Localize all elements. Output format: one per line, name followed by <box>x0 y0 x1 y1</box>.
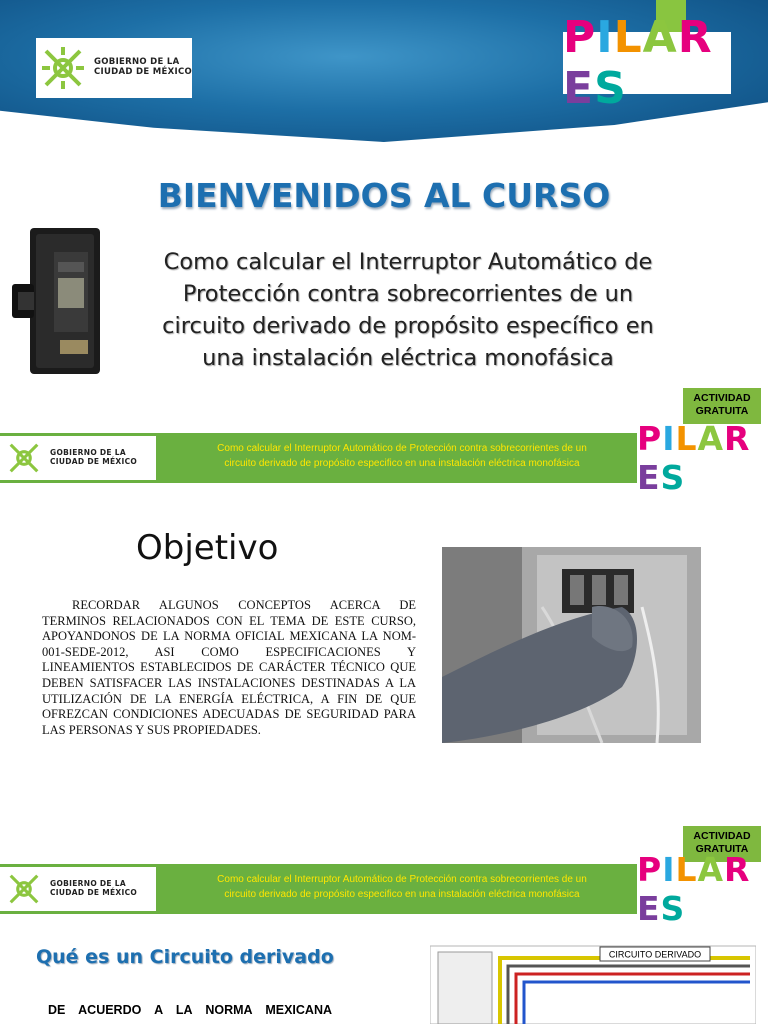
strip-title-line2: circuito derivado de propósito especifico en una instalación eléctrica monofásica <box>224 458 580 469</box>
pilares-wordmark: PILARES <box>637 419 751 497</box>
pilares-wordmark: PILARES <box>563 12 713 114</box>
gobierno-line2: CIUDAD DE MÉXICO <box>93 67 193 77</box>
gobierno-logo-small <box>0 436 156 480</box>
pilares-logo <box>563 12 731 114</box>
badge-line2: GRATUITA <box>695 405 749 417</box>
course-title-line-2: Protección contra sobrecorrientes de un <box>182 281 634 307</box>
gobierno-line2: CIUDAD DE MÉXICO <box>50 457 138 466</box>
pilares-wordmark: PILARES <box>637 850 751 928</box>
gobierno-logo-small <box>0 867 156 911</box>
norm-reference-text: DE ACUERDO A LA NORMA MEXICANA <box>48 1003 332 1017</box>
course-title-line-4: una instalación eléctrica monofásica <box>202 345 614 371</box>
objective-heading: Objetivo <box>136 528 279 568</box>
circuit-breaker-image <box>10 222 120 378</box>
course-title <box>128 246 688 374</box>
badge-line2: GRATUITA <box>695 843 749 855</box>
gobierno-line1: GOBIERNO DE LA <box>50 879 126 889</box>
branch-circuit-diagram <box>430 944 756 1024</box>
gobierno-logo <box>36 38 192 98</box>
strip-title-line1: Como calcular el Interruptor Automático de Protección contra sobrecorrientes de un <box>217 874 587 885</box>
diagram-label: CIRCUITO DERIVADO <box>608 949 702 960</box>
cdmx-emblem-icon <box>4 440 44 476</box>
gobierno-line2: CIUDAD DE MÉXICO <box>50 888 138 897</box>
pilares-logo-small <box>637 419 768 497</box>
welcome-heading: BIENVENIDOS AL CURSO <box>157 176 611 215</box>
badge-line1: ACTIVIDAD <box>693 392 751 404</box>
gobierno-line1: GOBIERNO DE LA <box>93 57 180 68</box>
badge-line1: ACTIVIDAD <box>693 830 751 842</box>
strip-course-title <box>162 872 642 902</box>
electrical-panel-photo <box>442 547 701 743</box>
strip-title-line2: circuito derivado de propósito especifico en una instalación eléctrica monofásica <box>224 889 580 900</box>
pilares-logo-small <box>637 850 768 928</box>
branch-circuit-heading: Qué es un Circuito derivado <box>36 946 334 968</box>
strip-course-title <box>162 441 642 471</box>
cdmx-emblem-icon <box>40 45 86 91</box>
objective-paragraph: RECORDAR ALGUNOS CONCEPTOS ACERCA DE TERMINOS RELACIONADOS CON EL TEMA DE ESTE CURSO, APOYANDONOS DE LA NORMA OFICIAL MEXICANA LA NOM-001-SEDE-2012, ASI COMO ESPECIFICACIONES Y LINEAMIENTOS ESTABLECIDOS DE CARÁCTER TÉCNICO QUE DEBEN SATISFACER LAS INSTALACIONES DESTINADAS A LA UTILIZACIÓN DE LA ENERGÍA ELÉCTRICA, A FIN DE QUE OFREZCAN CONDICIONES ADECUADAS DE SEGURIDAD PARA LAS PERSONAS Y SUS PROPIEDADES. <box>42 598 416 737</box>
gobierno-line1: GOBIERNO DE LA <box>50 448 126 458</box>
strip-title-line1: Como calcular el Interruptor Automático de Protección contra sobrecorrientes de un <box>217 443 587 454</box>
course-title-line-3: circuito derivado de propósito específico en <box>162 313 654 339</box>
cdmx-emblem-icon <box>4 871 44 907</box>
course-title-line-1: Como calcular el Interruptor Automático de <box>163 249 653 275</box>
